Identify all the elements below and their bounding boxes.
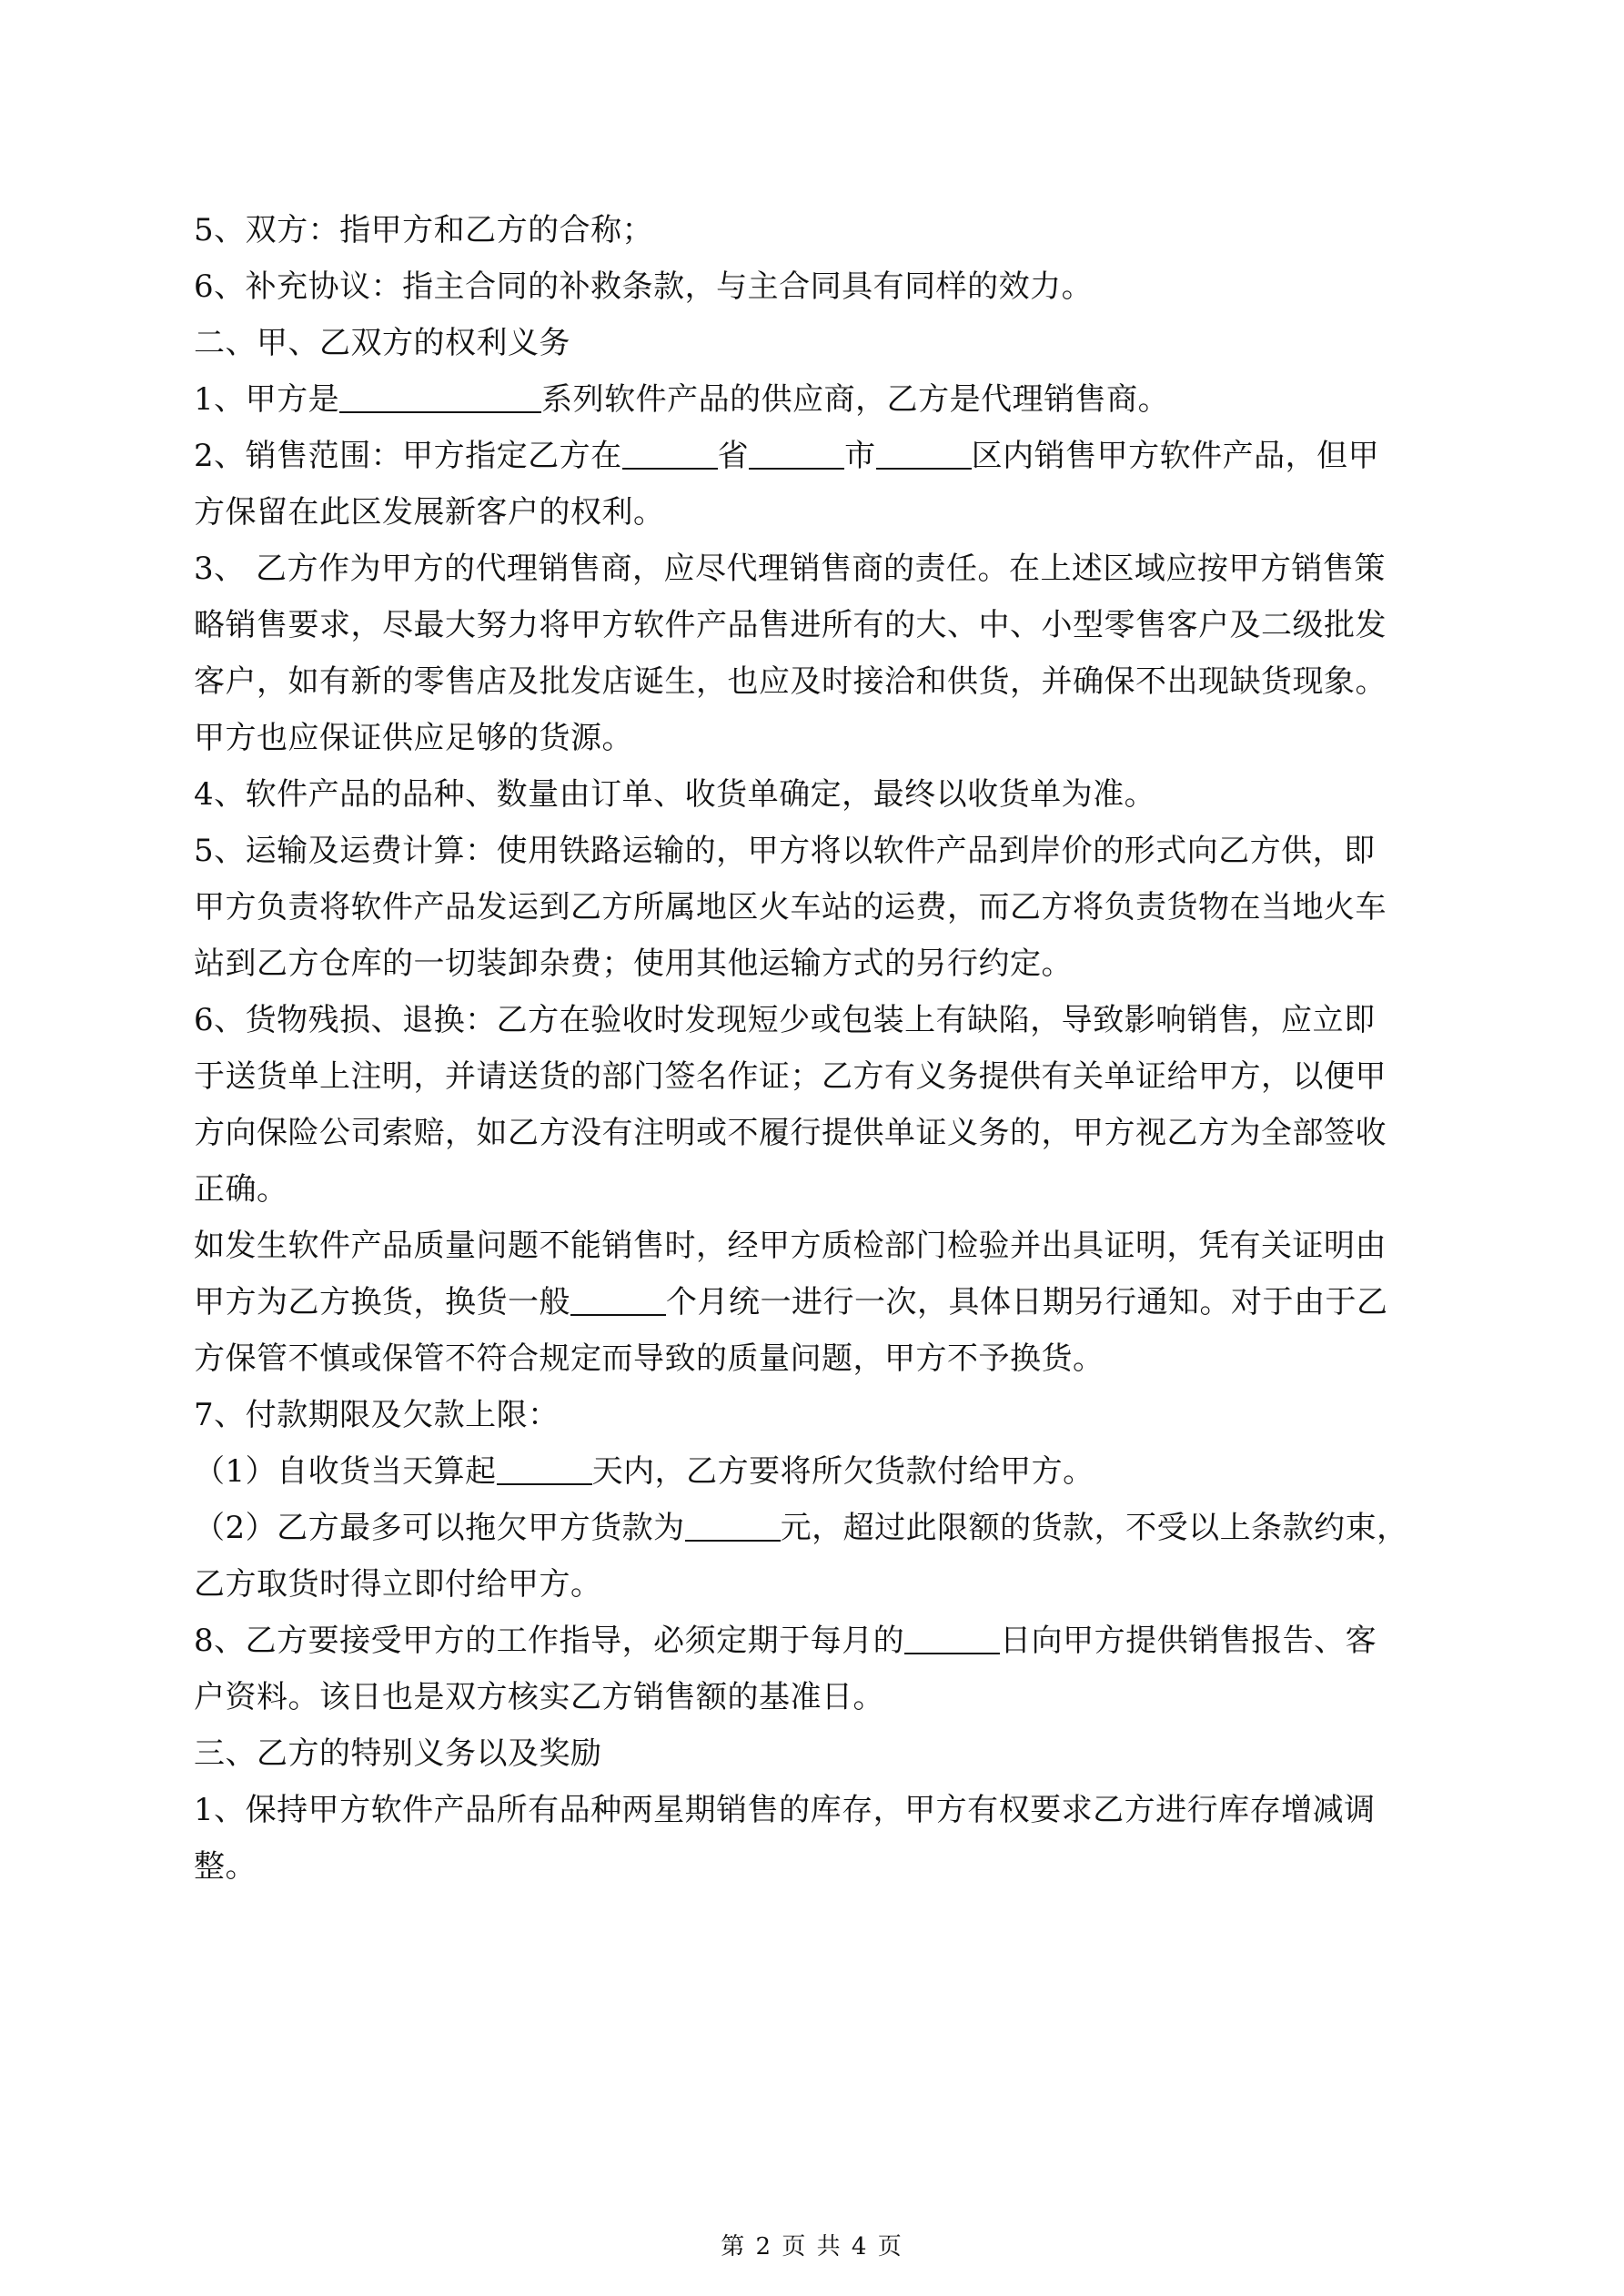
- text-line: （2）乙方最多可以拖欠甲方货款为 元，超过此限额的货款，不受以上条款约束，: [194, 1510, 1408, 1546]
- section-heading: 二、甲、乙双方的权利义务: [194, 325, 570, 361]
- fill-blank: [904, 1622, 1000, 1654]
- text-line: 乙方取货时得立即付给甲方。: [194, 1566, 602, 1603]
- page-number-footer: 第 2 页 共 4 页: [721, 2233, 903, 2261]
- document-body: [194, 202, 1440, 1895]
- fill-blank: [497, 1452, 592, 1485]
- text-line: 4、软件产品的品种、数量由订单、收货单确定，最终以收货单为准。: [194, 776, 1156, 813]
- text-line: 略销售要求，尽最大努力将甲方软件产品售进所有的大、中、小型零售客户及二级批发: [194, 607, 1387, 643]
- text-line: 如发生软件产品质量问题不能销售时，经甲方质检部门检验并出具证明，凭有关证明由: [194, 1228, 1387, 1264]
- fill-blank: [570, 1283, 666, 1316]
- text-line: 甲方为乙方换货，换货一般 个月统一进行一次，具体日期另行通知。对于由于乙: [194, 1284, 1388, 1320]
- text-line: 6、货物残损、退换：乙方在验收时发现短少或包装上有缺陷，导致影响销售，应立即: [194, 1002, 1376, 1038]
- text-line: 甲方负责将软件产品发运到乙方所属地区火车站的运费，而乙方将负责货物在当地火车: [194, 889, 1387, 925]
- text-line: 5、双方：指甲方和乙方的合称；: [194, 212, 654, 248]
- fill-blank: [749, 437, 844, 470]
- text-line: 2、销售范围：甲方指定乙方在 省 市 区内销售甲方软件产品，但甲: [194, 438, 1380, 474]
- text-line: 7、付款期限及欠款上限：: [194, 1397, 560, 1433]
- text-line: 正确。: [194, 1171, 288, 1208]
- text-line: 方向保险公司索赔，如乙方没有注明或不履行提供单证义务的，甲方视乙方为全部签收: [194, 1115, 1387, 1151]
- section-heading: 三、乙方的特别义务以及奖励: [194, 1735, 602, 1772]
- text-line: 8、乙方要接受甲方的工作指导，必须定期于每月的 日向甲方提供销售报告、客: [194, 1623, 1377, 1659]
- text-line: 甲方也应保证供应足够的货源。: [194, 720, 633, 756]
- text-line: 整。: [194, 1848, 257, 1885]
- fill-blank: [622, 437, 718, 470]
- text-line: 户资料。该日也是双方核实乙方销售额的基准日。: [194, 1679, 884, 1715]
- text-line: 6、补充协议：指主合同的补救条款，与主合同具有同样的效力。: [194, 268, 1094, 305]
- text-line: 1、保持甲方软件产品所有品种两星期销售的库存，甲方有权要求乙方进行库存增减调: [194, 1792, 1376, 1828]
- text-line: 5、运输及运费计算：使用铁路运输的，甲方将以软件产品到岸价的形式向乙方供，即: [194, 833, 1376, 869]
- text-line: 方保留在此区发展新客户的权利。: [194, 494, 665, 531]
- fill-blank: [685, 1509, 781, 1542]
- text-line: 3、 乙方作为甲方的代理销售商，应尽代理销售商的责任。在上述区域应按甲方销售策: [194, 551, 1386, 587]
- text-line: 站到乙方仓库的一切装卸杂费；使用其他运输方式的另行约定。: [194, 946, 1073, 982]
- text-line: 方保管不慎或保管不符合规定而导致的质量问题，甲方不予换货。: [194, 1340, 1105, 1377]
- text-line: 客户，如有新的零售店及批发店诞生，也应及时接洽和供货，并确保不出现缺货现象。: [194, 663, 1387, 700]
- fill-blank: [876, 437, 972, 470]
- text-line: 于送货单上注明，并请送货的部门签名作证；乙方有义务提供有关单证给甲方，以便甲: [194, 1058, 1387, 1095]
- fill-blank: [339, 380, 541, 413]
- text-line: 1、甲方是 系列软件产品的供应商，乙方是代理销售商。: [194, 381, 1170, 418]
- text-line: （1）自收货当天算起 天内，乙方要将所欠货款付给甲方。: [194, 1453, 1094, 1490]
